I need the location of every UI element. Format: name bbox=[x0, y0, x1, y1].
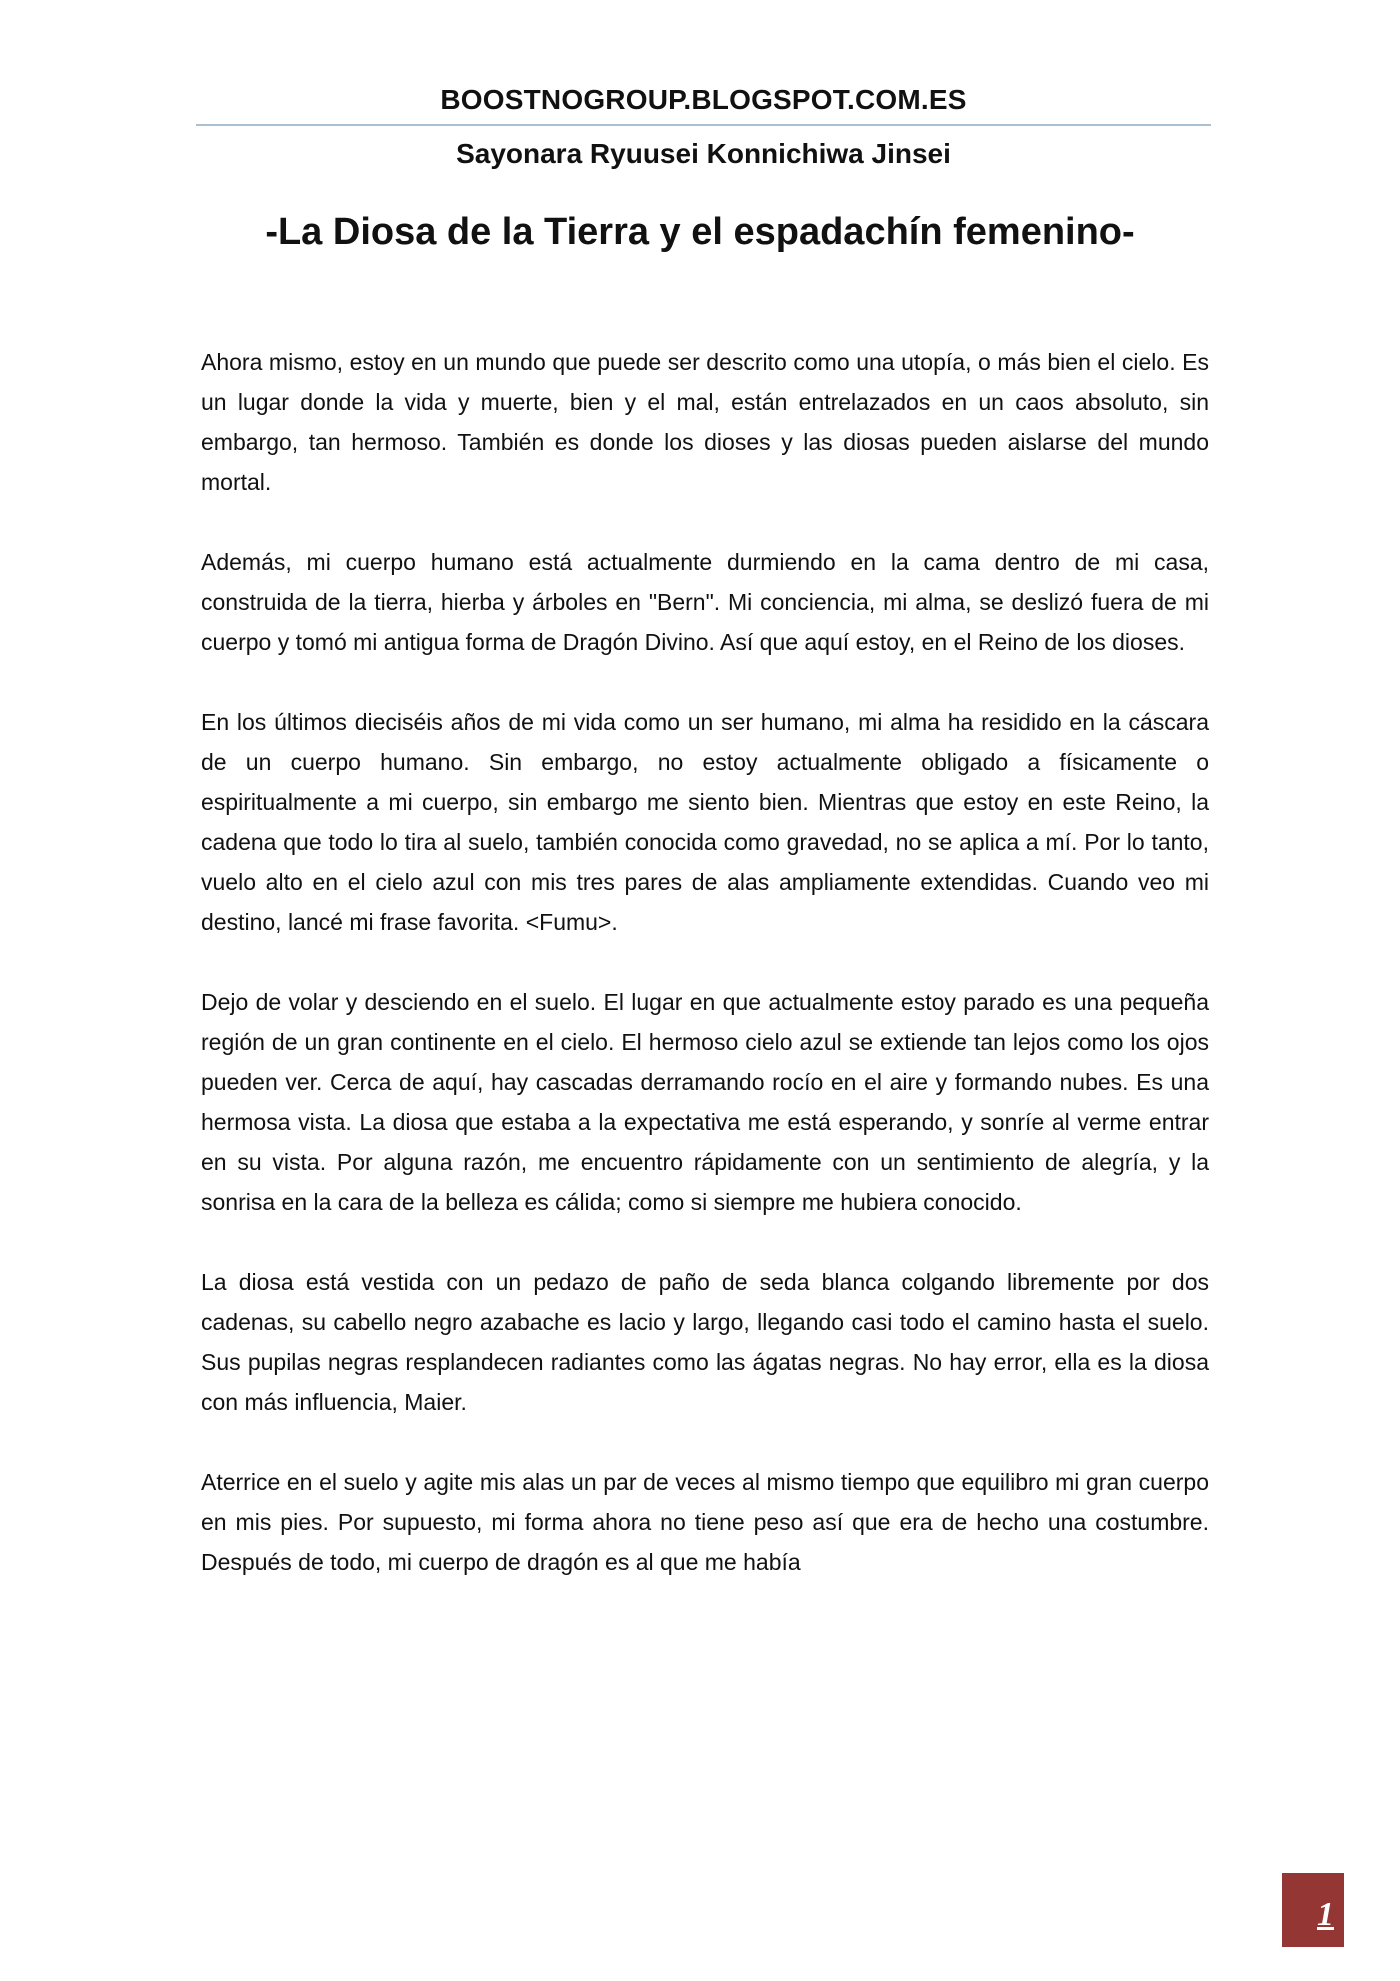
body-text bbox=[201, 342, 1209, 1622]
paragraph: Aterrice en el suelo y agite mis alas un par de veces al mismo tiempo que equilibro mi gran cuerpo en mis pies. Por supuesto, mi forma ahora no tiene peso así que era de hecho una costumbre. Después de todo, mi cuerpo de dragón es al que me había bbox=[201, 1469, 1209, 1575]
page-header bbox=[196, 78, 1211, 176]
paragraph: Dejo de volar y desciendo en el suelo. El lugar en que actualmente estoy parado es una pequeña región de un gran continente en el cielo. El hermoso cielo azul se extiende tan lejos como los ojos pueden ver. Cerca de aquí, hay cascadas derramando rocío en el aire y formando nubes. Es una hermosa vista. La diosa que estaba a la expectativa me está esperando, y sonríe al verme entrar en su vista. Por alguna razón, me encuentro rápidamente con un sentimiento de alegría, y la sonrisa en la cara de la belleza es cálida; como si siempre me hubiera conocido. bbox=[201, 989, 1209, 1215]
paragraph: Ahora mismo, estoy en un mundo que puede ser descrito como una utopía, o más bien el cielo. Es un lugar donde la vida y muerte, bien y el mal, están entrelazados en un caos absoluto, sin embargo, tan hermoso. También es donde los dioses y las diosas pueden aislarse del mundo mortal. bbox=[201, 349, 1209, 495]
paragraph: La diosa está vestida con un pedazo de paño de seda blanca colgando libremente por dos cadenas, su cabello negro azabache es lacio y largo, llegando casi todo el camino hasta el suelo. Sus pupilas negras resplandecen radiantes como las ágatas negras. No hay error, ella es la diosa con más influencia, Maier. bbox=[201, 1269, 1209, 1415]
header-rule bbox=[196, 124, 1211, 126]
work-title: Sayonara Ryuusei Konnichiwa Jinsei bbox=[456, 138, 951, 169]
paragraph: Además, mi cuerpo humano está actualmente durmiendo en la cama dentro de mi casa, construida de la tierra, hierba y árboles en "Bern". Mi conciencia, mi alma, se deslizó fuera de mi cuerpo y tomó mi antigua forma de Dragón Divino. Así que aquí estoy, en el Reino de los dioses. bbox=[201, 549, 1209, 655]
page-number: 1 bbox=[1317, 1896, 1334, 1933]
page-number-box bbox=[1282, 1873, 1344, 1947]
site-name: BOOSTNOGROUP.BLOGSPOT.COM.ES bbox=[440, 84, 967, 115]
paragraph: En los últimos dieciséis años de mi vida como un ser humano, mi alma ha residido en la cáscara de un cuerpo humano. Sin embargo, no estoy actualmente obligado a físicamente o espiritualmente a mi cuerpo, sin embargo me siento bien. Mientras que estoy en este Reino, la cadena que todo lo tira al suelo, también conocida como gravedad, no se aplica a mí. Por lo tanto, vuelo alto en el cielo azul con mis tres pares de alas ampliamente extendidas. Cuando veo mi destino, lancé mi frase favorita. <Fumu>. bbox=[201, 709, 1209, 935]
chapter-title: -La Diosa de la Tierra y el espadachín femenino- bbox=[265, 211, 1135, 253]
